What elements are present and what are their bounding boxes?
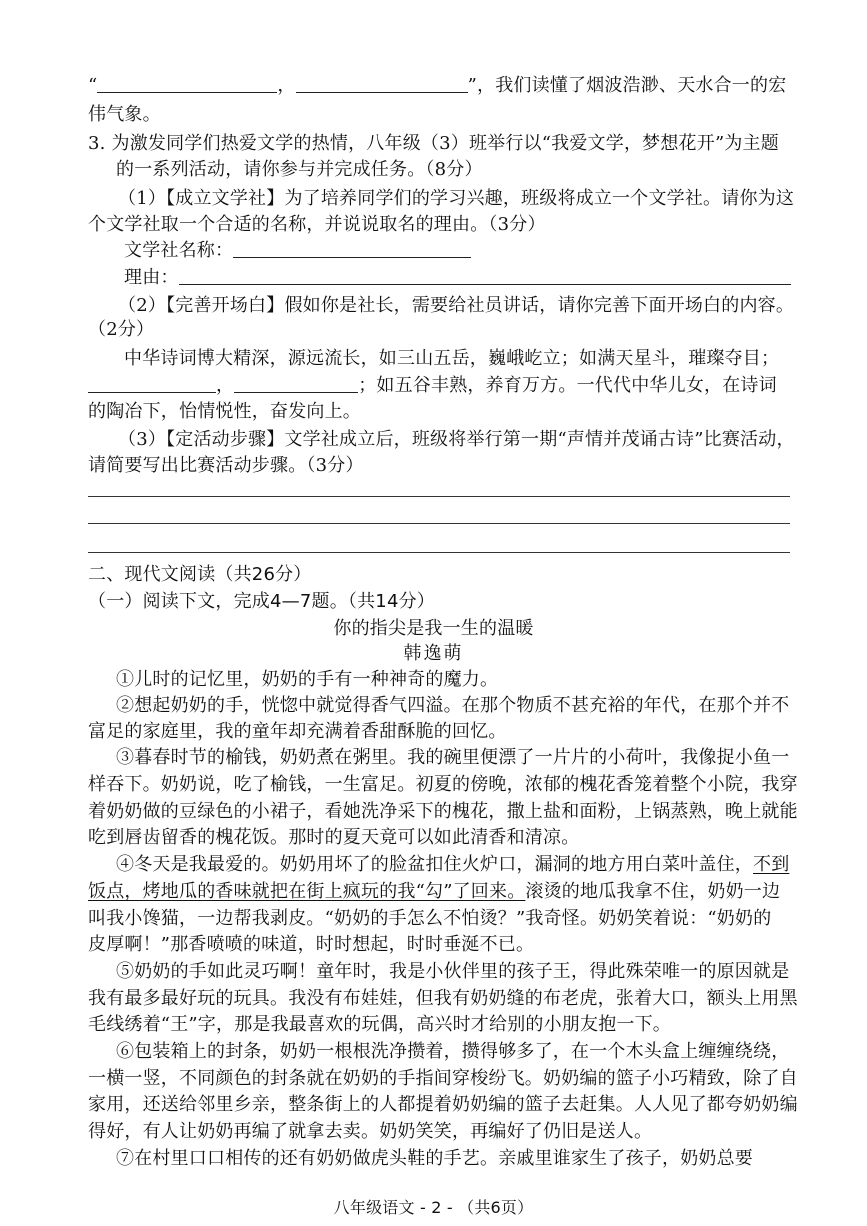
paragraph-6-line-3: 家用，还送给邻里乡亲，整条街上的人都提着奶奶编的篮子去赶集。人人见了都夸奶奶编 (88, 1094, 798, 1115)
answer-blank-2[interactable] (296, 74, 468, 93)
paragraph-4-line-1 (116, 853, 789, 877)
speech-blank-2[interactable] (234, 374, 358, 393)
reason-input[interactable] (179, 266, 791, 285)
answer-line-2[interactable] (88, 523, 790, 524)
q2-line-2: 伟气象。 (88, 104, 161, 125)
paragraph-3-line-4: 吃到唇齿留香的槐花饭。那时的夏天竟可以如此清香和清凉。 (88, 827, 580, 848)
paragraph-4-line-3: 叫我小馋猫，一边帮我剥皮。“奶奶的手怎么不怕烫？”我奇怪。奶奶笑着说：“奶奶的 (88, 908, 772, 929)
paragraph-5-line-1: ⑤奶奶的手如此灵巧啊！童年时，我是小伙伴里的孩子王，得此殊荣唯一的原因就是 (116, 961, 790, 982)
q2-tail-text: ”，我们读懂了烟波浩渺、天水合一的宏 (467, 75, 787, 96)
q3-task1-line-1: （1）【成立文学社】为了培养同学们的学习兴趣，班级将成立一个文学社。请你为这 (118, 188, 795, 209)
paragraph-2-line-1: ②想起奶奶的手，恍惚中就觉得香气四溢。在那个物质不甚充裕的年代，在那个并不 (116, 695, 790, 716)
paragraph-4-line-4: 皮厚啊！”那香喷喷的味道，时时想起，时时垂涎不已。 (88, 934, 535, 955)
paragraph-3-line-1: ③暮春时节的榆钱，奶奶煮在粥里。我的碗里便漂了一片片的小荷叶，我像捉小鱼一 (116, 747, 790, 768)
p4-text-cont: 滚烫的地瓜我拿不住，奶奶一边 (525, 881, 781, 902)
page-footer: 八年级语文 - 2 - （共6页） (333, 1198, 534, 1217)
answer-line-1[interactable] (88, 496, 790, 497)
underlined-sentence-start: 不到 (753, 854, 790, 875)
answer-line-3[interactable] (88, 552, 790, 553)
q2-fill-line (88, 74, 786, 98)
q3-task2-line-1: （2）【完善开场白】假如你是社长，需要给社员讲话，请你完善下面开场白的内容。 (118, 295, 795, 316)
reason-row (124, 266, 791, 290)
section-subheading: （一）阅读下文，完成4—7题。（共14分） (88, 591, 436, 612)
opening-speech-line-1: 中华诗词博大精深，源远流长，如三山五岳，巍峨屹立；如满天星斗，璀璨夺目； (124, 348, 780, 369)
underlined-sentence-end: 饭点，烤地瓜的香味就把在街上疯玩的我“勾”了回来。 (88, 881, 526, 902)
paragraph-4-line-2 (88, 880, 780, 904)
p4-text: ④冬天是我最爱的。奶奶用坏了的脸盆扣住火炉口，漏洞的地方用白菜叶盖住， (116, 854, 753, 875)
paragraph-3-line-2: 样吞下。奶奶说，吃了榆钱，一生富足。初夏的傍晚，浓郁的槐花香笼着整个小院，我穿 (88, 774, 798, 795)
q3-intro-line-1: 3. 为激发同学们热爱文学的热情，八年级（3）班举行以“我爱文学，梦想花开”为主题 (88, 133, 779, 154)
club-name-label: 文学社名称： (124, 240, 234, 261)
q3-task3-line-1: （3）【定活动步骤】文学社成立后，班级将举行第一期“声情并茂诵古诗”比赛活动， (118, 429, 795, 450)
paragraph-7-line-1: ⑦在村里口口相传的还有奶奶做虎头鞋的手艺。亲戚里谁家生了孩子，奶奶总要 (116, 1148, 753, 1169)
speech-blank-1[interactable] (88, 374, 216, 393)
comma: ， (216, 375, 235, 396)
open-quote: “ (88, 75, 98, 96)
paragraph-1: ①儿时的记忆里，奶奶的手有一种神奇的魔力。 (116, 669, 499, 690)
paragraph-6-line-4: 得好，有人让奶奶再编了就拿去卖。奶奶笑笑，再编好了仍旧是送人。 (88, 1121, 653, 1142)
club-name-input[interactable] (233, 239, 471, 258)
answer-blank-1[interactable] (97, 74, 277, 93)
q3-task2-line-2: （2分） (88, 319, 155, 340)
comma: ， (277, 75, 296, 96)
paragraph-3-line-3: 着奶奶做的豆绿色的小裙子，看她洗净采下的槐花，撒上盐和面粉，上锅蒸熟，晚上就能 (88, 801, 798, 822)
club-name-row (124, 239, 471, 263)
article-title: 你的指尖是我一生的温暖 (333, 618, 534, 639)
paragraph-6-line-1: ⑥包装箱上的封条，奶奶一根根洗净攒着，攒得够多了，在一个木头盒上缠缠绕绕， (116, 1041, 790, 1062)
paragraph-2-line-2: 富足的家庭里，我的童年却充满着香甜酥脆的回忆。 (88, 721, 507, 742)
opening-speech-line-2 (88, 374, 777, 398)
opening-speech-line-3: 的陶冶下，怡情悦性，奋发向上。 (88, 401, 361, 422)
paragraph-5-line-2: 我有最多最好玩的玩具。我没有布娃娃，但我有奶奶缝的布老虎，张着大口，额头上用黑 (88, 988, 798, 1009)
article-author: 韩逸萌 (403, 643, 464, 664)
q3-intro-line-2: 的一系列活动，请你参与并完成任务。（8分） (116, 159, 483, 180)
speech-tail-text: ；如五谷丰熟，养育万方。一代代中华儿女，在诗词 (358, 375, 777, 396)
section-heading: 二、现代文阅读（共26分） (88, 564, 312, 585)
paragraph-6-line-2: 一横一竖，不同颜色的封条就在奶奶的手指间穿梭纷飞。奶奶编的篮子小巧精致，除了自 (88, 1068, 798, 1089)
paragraph-5-line-3: 毛线绣着“王”字，那是我最喜欢的玩偶，高兴时才给别的小朋友抱一下。 (88, 1014, 672, 1035)
reason-label: 理由： (124, 267, 179, 288)
q3-task3-line-2: 请简要写出比赛活动步骤。（3分） (88, 455, 364, 476)
q3-task1-line-2: 个文学社取一个合适的名称，并说说取名的理由。（3分） (88, 214, 546, 235)
